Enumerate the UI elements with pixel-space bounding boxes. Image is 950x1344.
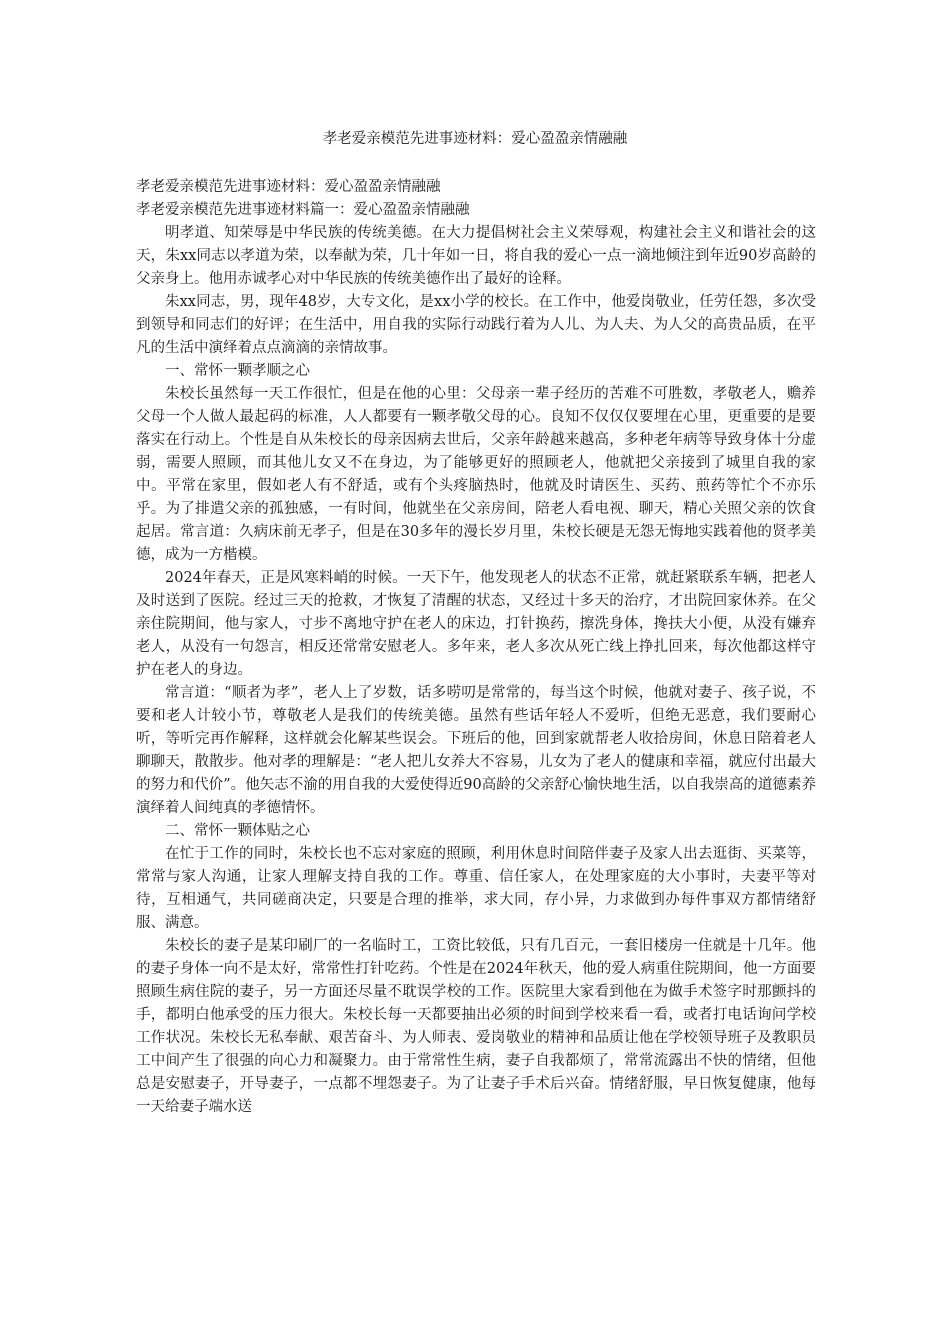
- paragraph-intro: 明孝道、知荣辱是中华民族的传统美德。在大力提倡树社会主义荣辱观，构建社会主义和谐社会的这天，朱xx同志以孝道为荣，以奉献为荣，几十年如一日，将自我的爱心一点一滴地倾注到年近90岁高龄的父亲身上。他用赤诚孝心对中华民族的传统美德作出了最好的诠释。: [136, 225, 816, 287]
- paragraph-profile: 朱xx同志，男，现年48岁，大专文化，是xx小学的校长。在工作中，他爱岗敬业，任劳任怨，多次受到领导和同志们的好评；在生活中，用自我的实际行动践行着为人儿、为人夫、为人父的高贵品质，在平凡的生活中演绎着点点滴滴的亲情故事。: [136, 294, 816, 356]
- paragraph: 常言道：“顺者为孝”，老人上了岁数，话多唠叨是常常的，每当这个时候，他就对妻子、孩子说，不要和老人计较小节，尊敬老人是我们的传统美德。虽然有些话年轻人不爱听，但绝无恶意，我们要耐心听，等听完再作解释，这样就会化解某些误会。下班后的他，回到家就帮老人收拾房间，休息日陪着老人聊聊天，散散步。他对孝的理解是：“老人把儿女养大不容易，儿女为了老人的健康和幸福，就应付出最大的努力和代价”。他矢志不渝的用自我的大爱使得近90高龄的父亲舒心愉快地生活，以自我崇高的道德素养演绎着人间纯真的孝德情怀。: [136, 685, 817, 816]
- document-body: [136, 176, 816, 1119]
- paragraph: 2024年春天，正是风寒料峭的时候。一天下午，他发现老人的状态不正常，就赶紧联系车辆，把老人及时送到了医院。经过三天的抢救，才恢复了清醒的状态，又经过十多天的治疗，才出院回家休养。在父亲住院期间，他与家人，寸步不离地守护在老人的床边，打针换药，擦洗身体，搀扶大小便，从没有嫌弃老人，从没有一句怨言，相反还常常安慰老人。多年来，老人多次从死亡线上挣扎回来，每次他都这样守护在老人的身边。: [136, 570, 816, 678]
- paragraph: 在忙于工作的同时，朱校长也不忘对家庭的照顾，利用休息时间陪伴妻子及家人出去逛街、买菜等，常常与家人沟通，让家人理解支持自我的工作。尊重、信任家人，在处理家庭的大小事时，夫妻平等对待，互相通气，共同磋商决定，只要是合理的推举，求大同，存小异，力求做到办每件事双方都情绪舒服、满意。: [136, 846, 816, 931]
- section-heading-1: 一、常怀一颗孝顺之心: [165, 363, 310, 379]
- paragraph: 朱校长虽然每一天工作很忙，但是在他的心里：父母亲一辈子经历的苦难不可胜数，孝敬老人，赡养父母一个人做人最起码的标准，人人都要有一颗孝敬父母的心。良知不仅仅仅要埋在心里，更重要的是要落实在行动上。个性是自从朱校长的母亲因病去世后，父亲年龄越来越高，多种老年病等导致身体十分虚弱，需要人照顾，而其他儿女又不在身边，为了能够更好的照顾老人，他就把父亲接到了城里自我的家中。平常在家里，假如老人有不舒适，或有个头疼脑热时，他就及时请医生、买药、煎药等忙个不亦乐乎。为了排遣父亲的孤独感，一有时间，他就坐在父亲房间，陪老人看电视、聊天，精心关照父亲的饮食起居。常言道：久病床前无孝子，但是在30多年的漫长岁月里，朱校长硬是无怨无悔地实践着他的贤孝美德，成为一方楷模。: [136, 386, 816, 563]
- subtitle-line-1: 孝老爱亲模范先进事迹材料：爱心盈盈亲情融融: [136, 179, 441, 195]
- section-heading-2: 二、常怀一颗体贴之心: [165, 823, 310, 839]
- paragraph: 朱校长的妻子是某印刷厂的一名临时工，工资比较低，只有几百元，一套旧楼房一住就是十几年。他的妻子身体一向不是太好，常常性打针吃药。个性是在2024年秋天，他的爱人病重住院期间，他一方面要照顾生病住院的妻子，另一方面还尽量不耽误学校的工作。医院里大家看到他在为做手术签字时那颤抖的手，都明白他承受的压力很大。朱校长每一天都要抽出必须的时间到学校来看一看，或者打电话询问学校工作状况。朱校长无私奉献、艰苦奋斗、为人师表、爱岗敬业的精神和品质让他在学校领导班子及教职员工中间产生了很强的向心力和凝聚力。由于常常性生病，妻子自我都烦了，常常流露出不快的情绪，但他总是安慰妻子，开导妻子，一点都不埋怨妻子。为了让妻子手术后兴奋。情绪舒服，早日恢复健康，他每一天给妻子端水送: [136, 938, 816, 1115]
- subtitle-line-2: 孝老爱亲模范先进事迹材料篇一：爱心盈盈亲情融融: [136, 202, 470, 218]
- document-title: 孝老爱亲模范先进事迹材料：爱心盈盈亲情融融: [322, 131, 628, 147]
